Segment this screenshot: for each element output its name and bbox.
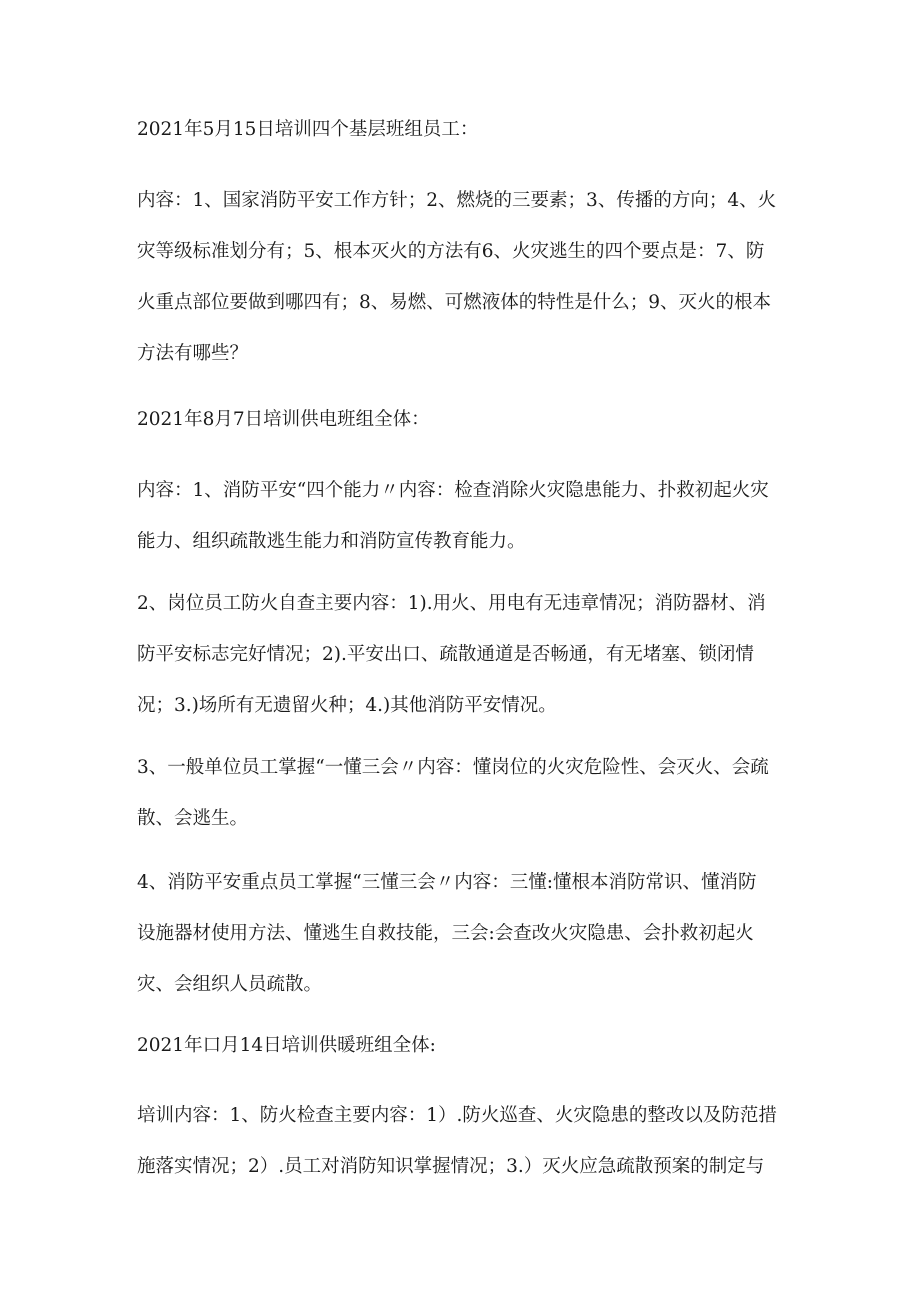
paragraph-training-content	[137, 1090, 787, 1192]
paragraph-content-may	[137, 175, 787, 379]
text-line: 方法有哪些？	[137, 343, 249, 364]
text-line: 4、消防平安重点员工掌握“三懂三会〃内容：三懂:懂根本消防常识、懂消防	[137, 872, 757, 893]
text-line: 散、会逃生。	[137, 808, 249, 829]
text-line: 灾、会组织人员疏散。	[137, 974, 323, 995]
text-line: 能力、组织疏散逃生能力和消防宣传教育能力。	[137, 531, 526, 552]
text-line: 施落实情况；2）.员工对消防知识掌握情况；3.）灭火应急疏散预案的制定与	[137, 1156, 765, 1177]
text-line: 培训内容：1、防火检查主要内容：1）.防火巡查、火灾隐患的整改以及防范措	[137, 1105, 777, 1126]
text-line: 2021年口月14日培训供暖班组全体:	[137, 1035, 436, 1056]
paragraph-one-understand-three-can	[137, 742, 787, 844]
text-line: 设施器材使用方法、懂逃生自救技能，三会:会查改火灾隐患、会扑救初起火	[137, 923, 754, 944]
text-line: 2、岗位员工防火自查主要内容：1).用火、用电有无违章情况；消防器材、消	[137, 593, 766, 614]
text-line: 火重点部位要做到哪四有；8、易燃、可燃液体的特性是什么；9、灭火的根本	[137, 292, 772, 313]
text-line: 况；3.)场所有无遗留火种；4.)其他消防平安情况。	[137, 695, 557, 716]
text-line: 内容：1、国家消防平安工作方针；2、燃烧的三要素；3、传播的方向；4、火	[137, 190, 777, 211]
text-line: 2021年8月7日培训供电班组全体：	[137, 409, 430, 430]
text-line: 3、一般单位员工掌握“一懂三会〃内容：懂岗位的火灾危险性、会灭火、会疏	[137, 757, 769, 778]
text-line: 灾等级标准划分有；5、根本灭火的方法有6、火灾逃生的四个要点是：7、防	[137, 241, 765, 262]
paragraph-three-understand-three-can	[137, 857, 787, 1010]
paragraph-four-abilities	[137, 465, 787, 567]
paragraph-self-inspection	[137, 578, 787, 731]
text-line: 防平安标志完好情况；2).平安出口、疏散通道是否畅通，有无堵塞、锁闭情	[137, 644, 754, 665]
text-line: 2021年5月15日培训四个基层班组员工：	[137, 119, 479, 140]
section-heading-may-15	[137, 104, 787, 155]
section-heading-aug-7	[137, 394, 787, 445]
section-heading-heating	[137, 1020, 787, 1071]
text-line: 内容：1、消防平安“四个能力〃内容：检查消除火灾隐患能力、扑救初起火灾	[137, 480, 769, 501]
